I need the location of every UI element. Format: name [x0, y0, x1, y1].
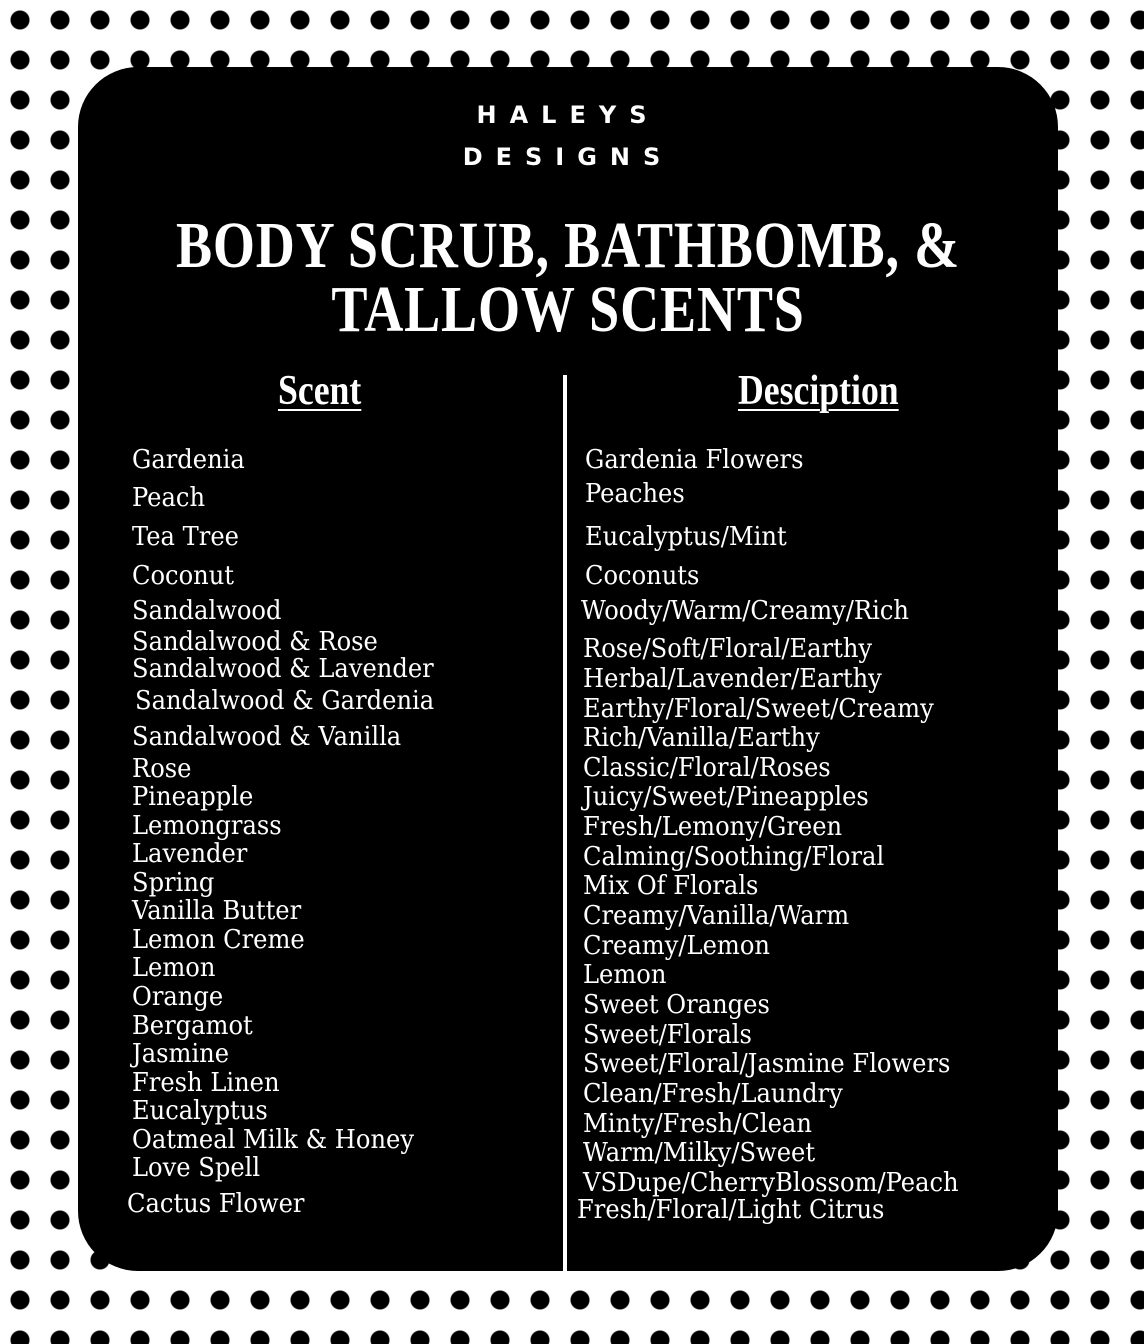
scent-item: Oatmeal Milk & Honey [132, 1125, 414, 1155]
description-item: Creamy/Lemon [583, 931, 770, 961]
description-item: Juicy/Sweet/Pineapples [583, 782, 869, 812]
description-item: Creamy/Vanilla/Warm [583, 901, 850, 931]
scent-item: Eucalyptus [132, 1096, 268, 1126]
scent-item: Lavender [132, 839, 248, 869]
description-item: Minty/Fresh/Clean [583, 1109, 812, 1139]
scent-item: Lemon [132, 953, 216, 983]
description-item: Sweet Oranges [583, 990, 770, 1020]
description-item: Peaches [585, 479, 685, 509]
description-item: Rose/Soft/Floral/Earthy [583, 634, 873, 664]
description-item: Coconuts [585, 561, 700, 591]
scent-item: Sandalwood & Lavender [132, 654, 434, 684]
scent-item: Sandalwood & Vanilla [132, 722, 402, 752]
scent-item: Sandalwood & Rose [132, 627, 378, 657]
scent-item: Fresh Linen [132, 1068, 280, 1098]
description-item: Sweet/Florals [583, 1020, 752, 1050]
description-item: Fresh/Floral/Light Citrus [577, 1195, 885, 1225]
description-item: Sweet/Floral/Jasmine Flowers [583, 1049, 951, 1079]
brand-name-line2: DESIGNS [462, 143, 674, 171]
scent-item: Peach [132, 483, 206, 513]
scent-item: Love Spell [132, 1153, 261, 1183]
scent-item: Cactus Flower [127, 1189, 305, 1219]
description-item: Mix Of Florals [583, 871, 759, 901]
description-item: Woody/Warm/Creamy/Rich [581, 596, 909, 626]
scent-item: Tea Tree [132, 522, 239, 552]
column-divider [563, 375, 567, 1271]
description-item: Lemon [583, 960, 667, 990]
scent-item: Coconut [132, 561, 235, 591]
scent-item: Orange [132, 982, 224, 1012]
scent-item: Sandalwood & Gardenia [135, 686, 435, 716]
description-item: Gardenia Flowers [585, 445, 804, 475]
description-item: Calming/Soothing/Floral [583, 842, 885, 872]
description-item: Herbal/Lavender/Earthy [583, 664, 882, 694]
scent-item: Lemon Creme [132, 925, 305, 955]
scent-item: Spring [132, 868, 215, 898]
scent-item: Bergamot [132, 1011, 253, 1041]
page-title-line2: TALLOW SCENTS [331, 273, 805, 346]
description-item: VSDupe/CherryBlossom/Peach [583, 1168, 959, 1198]
scent-item: Pineapple [132, 782, 254, 812]
brand-name-line1: HALEYS [476, 101, 660, 129]
description-item: Warm/Milky/Sweet [583, 1138, 816, 1168]
description-item: Classic/Floral/Roses [583, 753, 831, 783]
scent-column-header: Scent [278, 368, 362, 414]
description-item: Earthy/Floral/Sweet/Creamy [583, 694, 934, 724]
scent-card [78, 67, 1058, 1271]
description-column-header: Desciption [738, 368, 899, 414]
description-item: Clean/Fresh/Laundry [583, 1079, 843, 1109]
scent-item: Jasmine [132, 1039, 230, 1069]
description-item: Fresh/Lemony/Green [583, 812, 843, 842]
description-item: Rich/Vanilla/Earthy [583, 723, 820, 753]
description-item: Eucalyptus/Mint [585, 522, 787, 552]
scent-item: Vanilla Butter [132, 896, 302, 926]
scent-item: Rose [132, 754, 192, 784]
page-title-line1: BODY SCRUB, BATHBOMB, & [175, 209, 961, 282]
scent-item: Gardenia [132, 445, 245, 475]
scent-item: Lemongrass [132, 811, 282, 841]
scent-item: Sandalwood [132, 596, 282, 626]
